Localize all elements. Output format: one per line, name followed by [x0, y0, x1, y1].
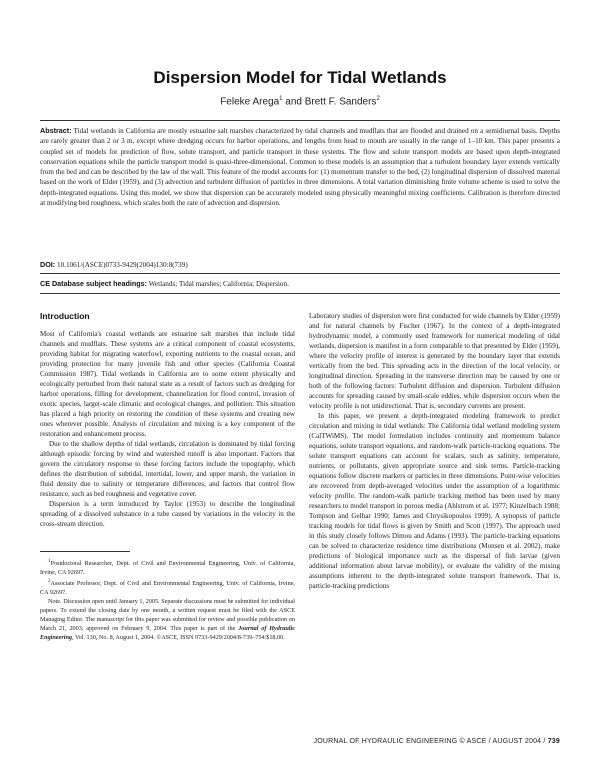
- doi-line: [40, 260, 560, 269]
- author-footnote-marker: 2: [376, 96, 380, 102]
- author-name: Brett F. Sanders: [304, 96, 377, 108]
- footer-journal: JOURNAL OF HYDRAULIC ENGINEERING © ASCE / AUGUST 2004 /: [313, 738, 548, 745]
- body-paragraph: Laboratory studies of dispersion were first conducted for wide channels by Elder (1959) and for natural channels by Fischer (1967). In the context of a depth-integrated hydrodynamic model, a commonly used framework for numerical modeling of tidal wetlands, dispersion is manifest in a form comparable to that presented by Elder (1959), where the velocity profile of interest is generated by the boundary layer that extends vertically from the bed. This spreading acts in the direction of the local velocity, or longitudinal direction. Spreading in the transverse direction may be caused by one or both of the following factors: Turbulent diffusion and dispersion. Turbulent diffusion accounts for spreading caused by small-scale eddies, while dispersion occurs when the velocity profile is not unidirectional. That is, secondary currents are present.: [309, 312, 560, 410]
- body-paragraph: In this paper, we present a depth-integrated modeling framework to predict circulation and mixing in tidal wetlands: The California tidal wetland modeling system (CalTWiMS). The model formulation includes continuity and momentum balance equations, solute transport equations, and random-walk particle-tracking equations. The solute transport equations can account for scalars, such as salinity, temperature, nutrients, or pollutants, given appropriate source and sink terms. Particle-tracking equations follow discrete markers or particles in three dimensions. Point-wise velocities are recovered from depth-averaged velocities under the assumption of a logarithmic velocity profile. The random-walk particle tracking method has been used by many researchers to model transport in porous media (Ahlstrom et al. 1977; Kinzelbach 1988; Tompson and Gelhar 1990; James and Chrysikopoulos 1999). A synopsis of particle tracking models for tidal flows is given by Smith and Scott (1997). The approach used in this study closely follows Dimou and Adams (1993). The particle-tracking equations can be solved to characterize residence time distributions (Monsen et al. 2002), make predictions of biological importance such as the dispersal of fish larvae (given additional information about larvae mobility), or evaluate the validity of the mixing assumptions inherent to the depth-integrated solute transport framework. That is, particle-tracking predictions: [309, 412, 560, 590]
- footnote-marker: 2: [48, 579, 51, 585]
- intro-paragraph: Most of California's coastal wetlands are estuarine salt marshes that include tidal channels and mudflats. These systems are a critical component of coastal ecosystems, providing habitat for migrating waterfowl, exporting nutrients to the coastal ocean, and providing protection for many juvenile fish and other species (California Coastal Commission 1987). Tidal wetlands in California are to some extent physically and ecologically perturbed from their natural state as a result of factors such as dredging for harbor operations, filling for development, channelization for flood control, invasion of exotic species, larger-scale climatic and ecological changes, and pollution. This situation has placed a high priority on restoring the condition of these systems and creating new ones wherever possible. Analysis of circulation and mixing is a key component of the restoration and enhancement process.: [40, 330, 295, 438]
- author-line: [0, 96, 600, 107]
- footnote-author2: $^2$Associate Professor, Dept. of Civil and Environmental Engineering, Univ. of California, Irvine, CA 92697.: [40, 579, 295, 597]
- footnote-author1: $^1$Postdoctoral Researcher, Dept. of Civil and Environmental Engineering, Univ. of California, Irvine, CA 92697.: [40, 559, 295, 577]
- right-column: [309, 311, 560, 591]
- footnote-marker: 1: [48, 559, 51, 564]
- page-number: 739: [547, 738, 560, 745]
- author-footnote-marker: 1: [279, 96, 283, 102]
- header-rule: [40, 120, 560, 121]
- subject-headings: [40, 279, 560, 288]
- author-name: Feleke Arega: [220, 96, 280, 108]
- section-rule: [40, 293, 560, 294]
- left-column: [40, 311, 295, 529]
- abstract-label: Abstract:: [40, 126, 72, 135]
- page-footer: [314, 738, 560, 745]
- abstract-text: Tidal wetlands in California are mostly estuarine salt marshes characterized by tidal channels and mudflats that are flooded and drained on a semidiurnal basis. Depths are rarely greater than 2 or 3 m, except where dredging occurs for harbor operations, and lengths from head to mouth are usually in the range of 1–10 km. This paper presents a coupled set of models for prediction of flow, solute transport, and particle transport in these systems. The flow and solute transport models are based upon depth-integrated conservation equations while the particle transport model is quasi-three-dimensional. Common to these models is an assumption that a turbulent boundary layer extends vertically from the bed and can be described by the law of the wall. This feature of the model accounts for: (1) momentum transfer to the bed, (2) longitudinal dispersion of dissolved material based on the work of Elder (1959), and (3) advection and turbulent diffusion of particles in three dimensions. A total variation diminishing finite volume scheme is used to solve the depth-integrated equations. Using this model, we show that dispersion can be accurately modeled using physically meaningful mixing coefficients. Calibration is therefore directed at modifying bed roughness, which scales both the rate of advection and dispersion.: [40, 127, 560, 208]
- footnotes: [40, 553, 295, 642]
- introduction-heading: Introduction: [40, 311, 90, 321]
- footnote-rule: [40, 551, 130, 552]
- abstract-block: [40, 126, 560, 208]
- intro-paragraph: Due to the shallow depths of tidal wetlands, circulation is dominated by tidal forcing although episodic forcing by wind and watershed runoff is also important. Factors that govern the circulatory response to these forcing factors include the topography, which defines the distribution of subtidal, intertidal, lower, and upper marsh, the variation in fluid density due to salinity or temperature differences, and factors that control flow resistance, such as bed roughness and vegetative cover.: [40, 440, 295, 498]
- author-separator: and: [282, 96, 305, 108]
- subject-headings-label: CE Database subject headings:: [40, 279, 148, 288]
- doi-value[interactable]: 10.1061/(ASCE)0733-9429(2004)130:8(739): [56, 261, 188, 269]
- footnote-note: Note. Discussion open until January 1, 2005. Separate discussions must be submitted for individual papers. To extend the closing date by one month, a written request must be filed with the ASCE Managing Editor. The manuscript for this paper was submitted for review and possible publication on March 21, 2003; approved on February 9, 2004. This paper is part of the Journal of Hydraulic Engineering, Vol. 130, No. 8, August 1, 2004. ©ASCE, ISSN 0733-9429/2004/8-739–754/$18.00.: [40, 598, 295, 642]
- journal-reference: Journal of Hydraulic Engineering: [40, 625, 295, 642]
- subject-rule: [40, 273, 560, 274]
- intro-paragraph: Dispersion is a term introduced by Taylor (1953) to describe the longitudinal spreading of a dissolved substance in a tube caused by variations in the velocity in the cross-stream direction.: [40, 500, 295, 528]
- subject-headings-value: Wetlands; Tidal marshes; California; Dispersion.: [148, 280, 289, 288]
- doi-label: DOI:: [40, 260, 56, 269]
- paper-title: Dispersion Model for Tidal Wetlands: [153, 68, 447, 87]
